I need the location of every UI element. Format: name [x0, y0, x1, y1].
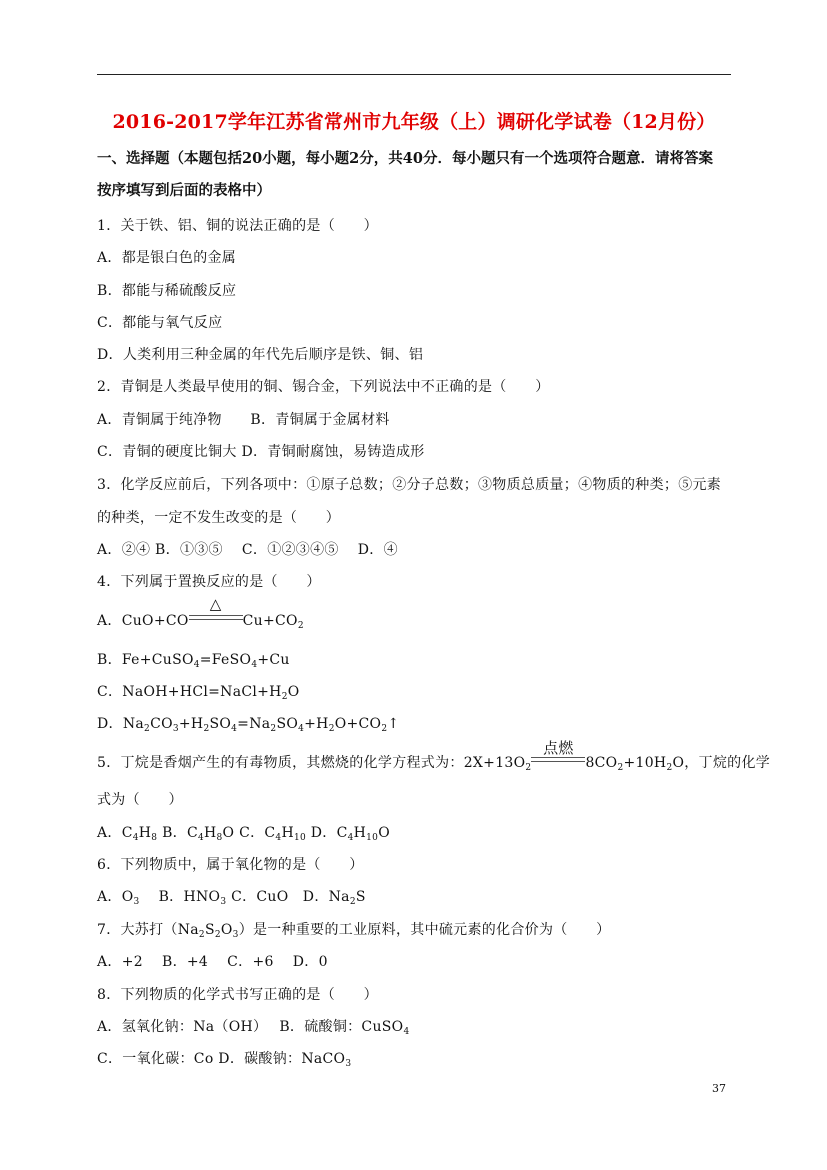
question-3-options: A．②④ B．①③⑤ C．①②③④⑤ D．④	[97, 542, 398, 558]
question-1-stem: 1．关于铁、铝、铜的说法正确的是（ ）	[97, 218, 378, 234]
exam-title: 2016-2017学年江苏省常州市九年级（上）调研化学试卷（12月份）	[112, 111, 716, 133]
question-8-options-ab: A．氢氧化钠：Na（OH） B．硫酸铜：CuSO$_4$	[97, 1019, 410, 1037]
reaction-condition-arrow: 点燃	[531, 753, 585, 767]
question-4-stem: 4．下列属于置换反应的是（ ）	[97, 574, 321, 590]
question-6-stem: 6．下列物质中，属于氧化物的是（ ）	[97, 857, 364, 873]
header-rule	[97, 74, 731, 75]
question-2-options-ab: A．青铜属于纯净物 B．青铜属于金属材料	[97, 412, 390, 428]
question-5-options: A．$C_4H_8$ B．$C_4H_8O$ C．$C_4H_{10}$ D．$C_4H_{10}O$	[97, 825, 390, 843]
question-1-option-c: C．都能与氧气反应	[97, 315, 223, 331]
question-1-option-a: A．都是银白色的金属	[97, 250, 237, 266]
question-4-option-b: B．Fe+CuSO$_4$=FeSO$_4$+Cu	[97, 652, 290, 670]
question-7-stem: 7．大苏打$(Na_2S_2O_3)$是一种重要的工业原料，其中硫元素的化合价为（ ）	[97, 922, 611, 940]
question-1-option-b: B．都能与稀硫酸反应	[97, 283, 237, 299]
reaction-condition-arrow: △	[189, 611, 243, 625]
question-4-option-c: C．$NaOH+HCl=NaCl+H_2O$	[97, 684, 300, 702]
question-3-stem-line1: 3．化学反应前后，下列各项中：①原子总数；②分子总数；③物质总质量；④物质的种类；⑤元素	[97, 477, 722, 493]
question-8-stem: 8．下列物质的化学式书写正确的是（ ）	[97, 987, 378, 1003]
question-7-options: A．+2 B．+4 C．+6 D．0	[97, 954, 328, 970]
question-5-stem-line1: 5．丁烷是香烟产生的有毒物质，其燃烧的化学方程式为：$2X+13O_2$ 点燃 $8CO_2+10H_2O$，丁烷的化学	[97, 739, 771, 773]
question-8-options-cd: C．一氧化碳：Co D．碳酸钠：NaCO$_3$	[97, 1051, 352, 1069]
question-1-option-d: D．人类利用三种金属的年代先后顺序是铁、铜、铝	[97, 347, 424, 363]
question-5-stem-line2: 式为（ ）	[97, 792, 183, 808]
page-number: 37	[712, 1082, 726, 1095]
section-heading: 一、选择题（本题包括20小题，每小题2分，共40分．每小题只有一个选项符合题意．请将答案 按序填写到后面的表格中）	[97, 150, 713, 199]
question-2-stem: 2．青铜是人类最早使用的铜、锡合金，下列说法中不正确的是（ ）	[97, 379, 550, 395]
question-4-option-a: A．CuO+CO △ $Cu+CO_2$	[97, 595, 304, 631]
question-2-options-cd: C．青铜的硬度比铜大 D．青铜耐腐蚀，易铸造成形	[97, 444, 425, 460]
question-3-stem-line2: 的种类，一定不发生改变的是（ ）	[97, 510, 341, 526]
question-6-options: A．$O_3$ B．$HNO_3$ C．CuO D．$Na_2S$	[97, 889, 366, 907]
question-4-option-d: D．$Na_2CO_3+H_2SO_4=Na_2SO_4+H_2O+CO_2↑$	[97, 716, 400, 734]
